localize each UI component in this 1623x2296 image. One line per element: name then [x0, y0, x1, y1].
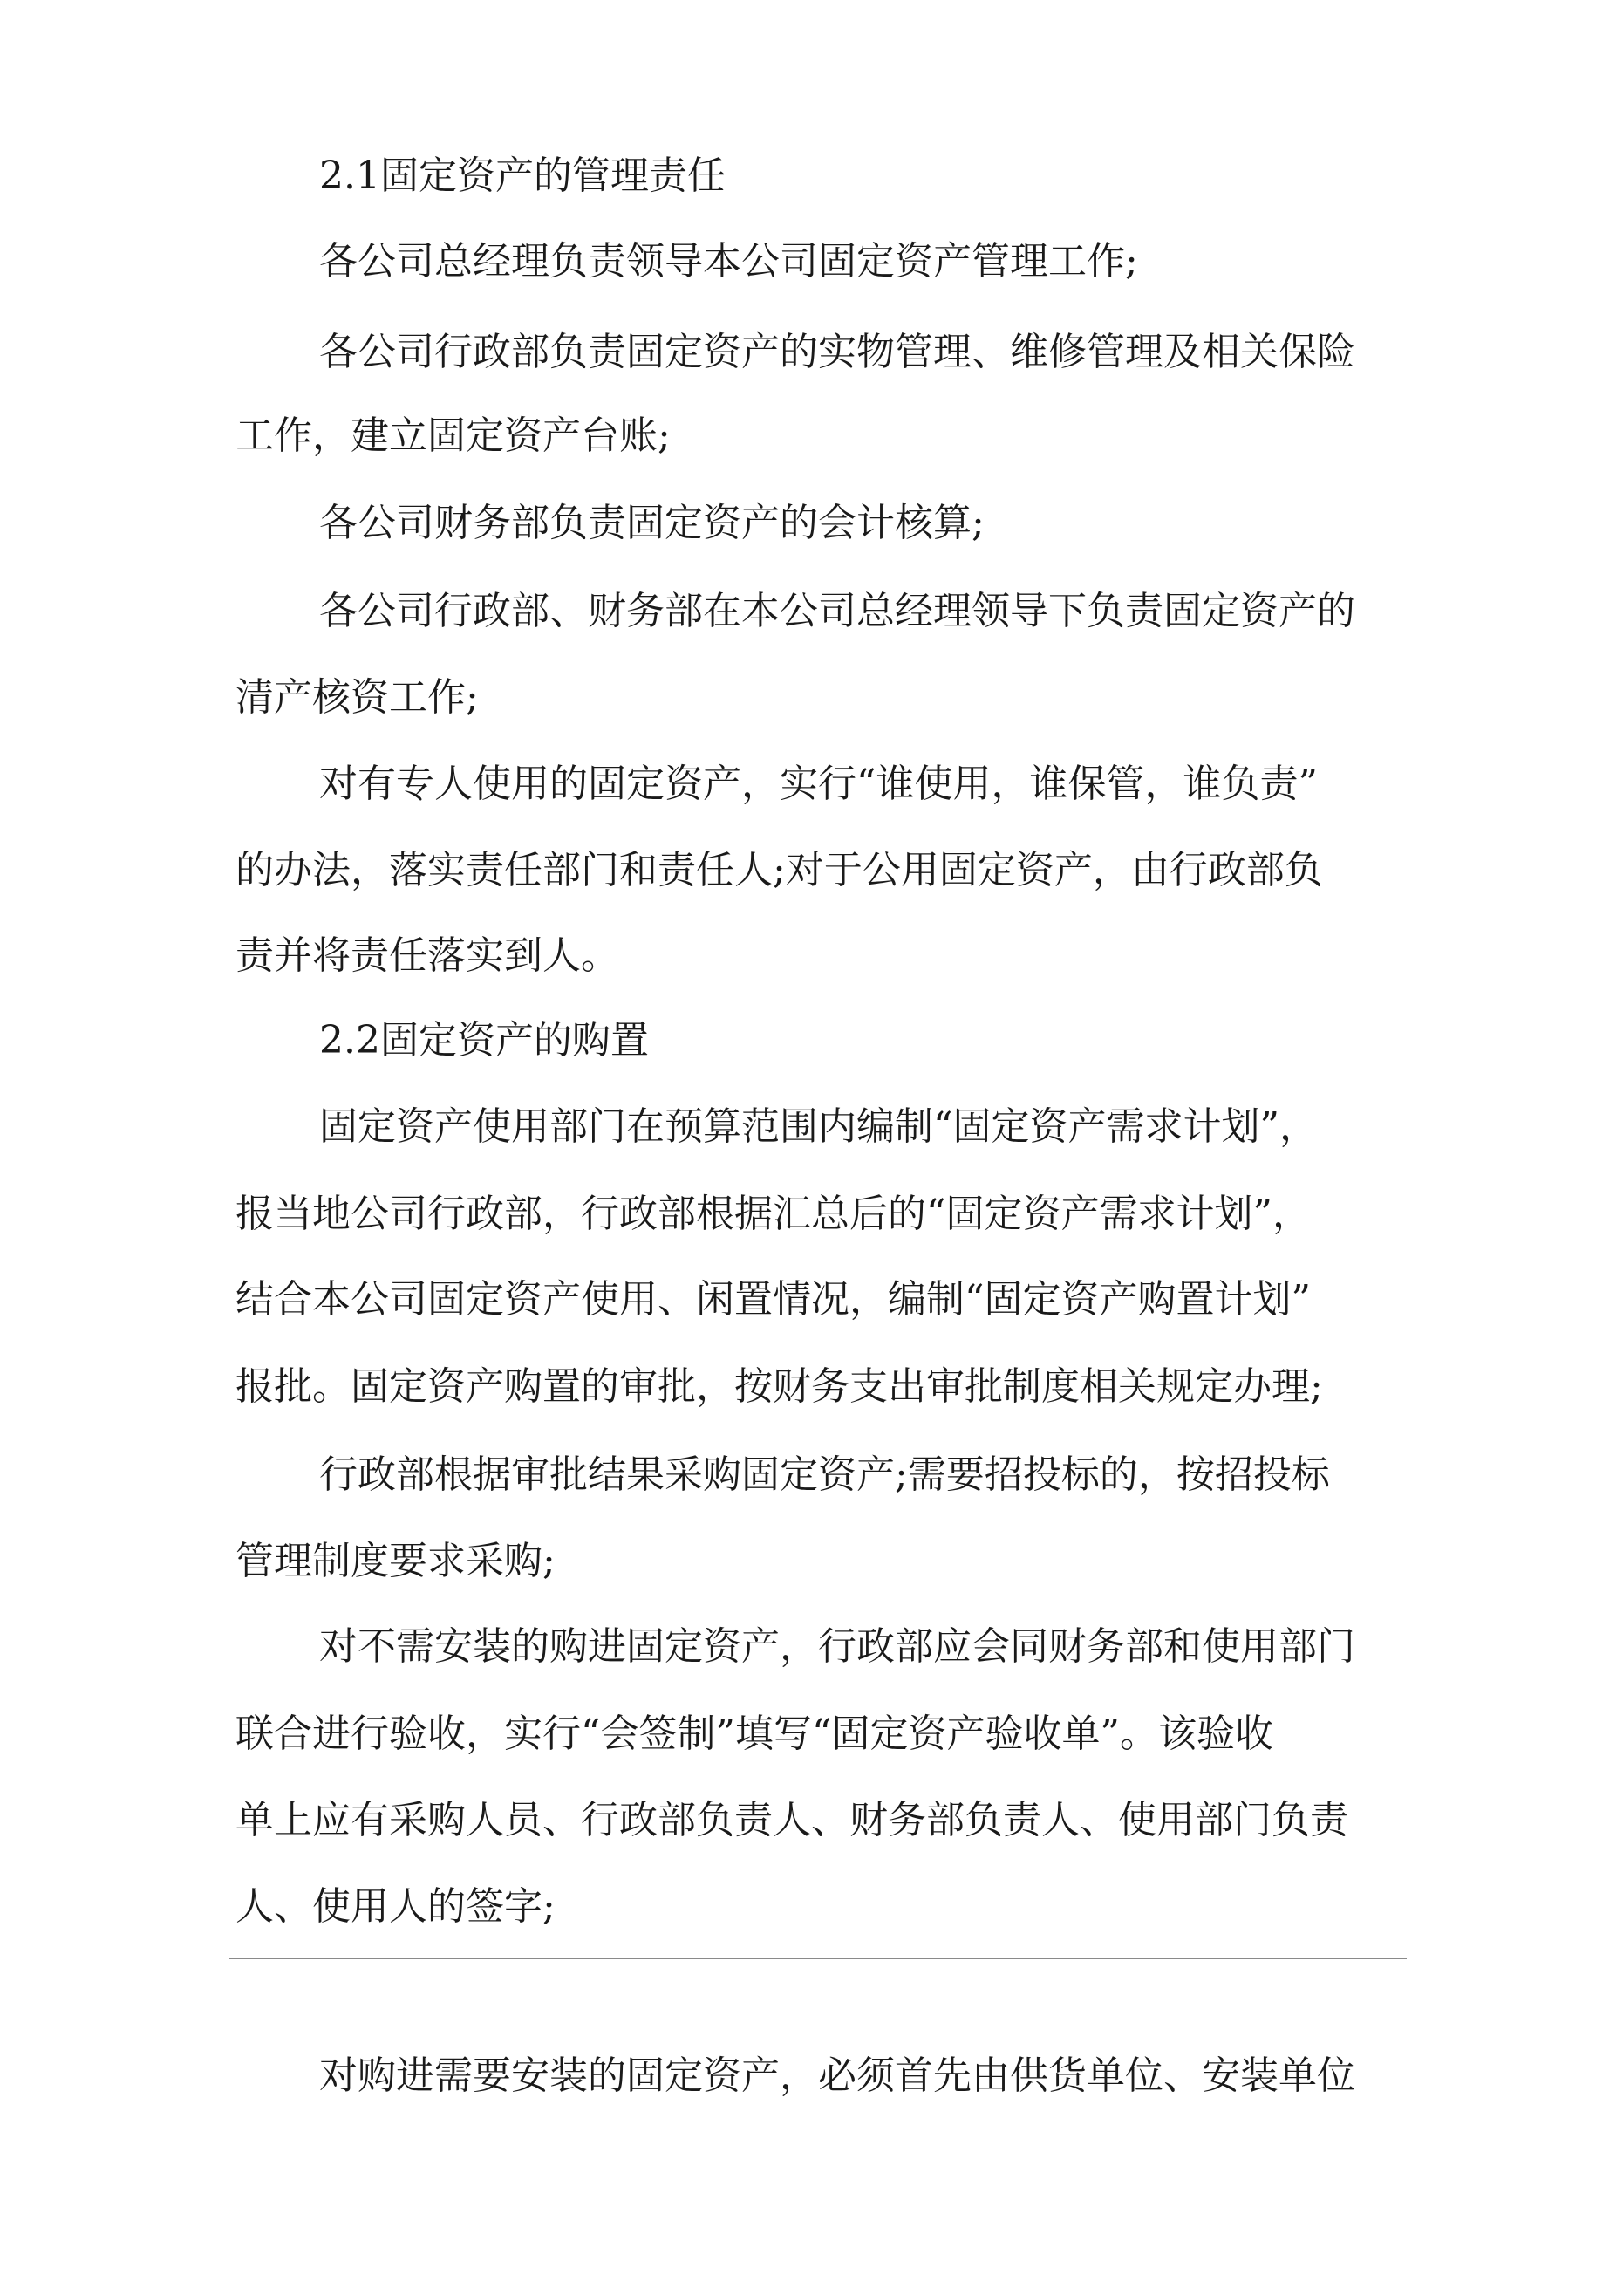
paragraph-line: 各公司总经理负责领导本公司固定资产管理工作;	[319, 239, 1138, 284]
paragraph-line: 对不需安装的购进固定资产，行政部应会同财务部和使用部门	[319, 1624, 1355, 1669]
paragraph-line: 的办法，落实责任部门和责任人;对于公用固定资产，由行政部负	[235, 848, 1323, 892]
paragraph-line: 对购进需要安装的固定资产，必须首先由供货单位、安装单位	[319, 2053, 1355, 2098]
paragraph-line: 对有专人使用的固定资产，实行“谁使用，谁保管，谁负责”	[319, 762, 1318, 806]
section-heading-2-2: 2.2固定资产的购置	[319, 1018, 649, 1063]
paragraph-line: 清产核资工作;	[235, 675, 479, 720]
paragraph-line: 联合进行验收，实行“会签制”填写“固定资产验收单”。该验收	[235, 1712, 1273, 1756]
paragraph-line: 各公司行政部负责固定资产的实物管理、维修管理及相关保险	[319, 330, 1355, 374]
paragraph-line: 工作，建立固定资产台账;	[235, 413, 671, 458]
paragraph-line: 单上应有采购人员、行政部负责人、财务部负责人、使用部门负责	[235, 1798, 1348, 1842]
paragraph-line: 各公司行政部、财务部在本公司总经理领导下负责固定资产的	[319, 589, 1355, 633]
paragraph-line: 人、使用人的签字;	[235, 1884, 556, 1929]
paragraph-line: 报当地公司行政部，行政部根据汇总后的“固定资产需求计划”，	[235, 1192, 1311, 1236]
page-divider	[229, 1958, 1407, 1959]
paragraph-line: 行政部根据审批结果采购固定资产;需要招投标的，按招投标	[319, 1452, 1330, 1497]
section-heading-2-1: 2.1固定资产的管理责任	[319, 154, 726, 198]
paragraph-line: 责并将责任落实到人。	[235, 933, 619, 978]
paragraph-line: 结合本公司固定资产使用、闲置情况，编制“固定资产购置计划”	[235, 1277, 1311, 1322]
paragraph-line: 各公司财务部负责固定资产的会计核算;	[319, 501, 985, 545]
paragraph-line: 管理制度要求采购;	[235, 1539, 556, 1583]
paragraph-line: 报批。固定资产购置的审批，按财务支出审批制度相关规定办理;	[235, 1364, 1323, 1409]
paragraph-line: 固定资产使用部门在预算范围内编制“固定资产需求计划”，	[319, 1104, 1318, 1149]
